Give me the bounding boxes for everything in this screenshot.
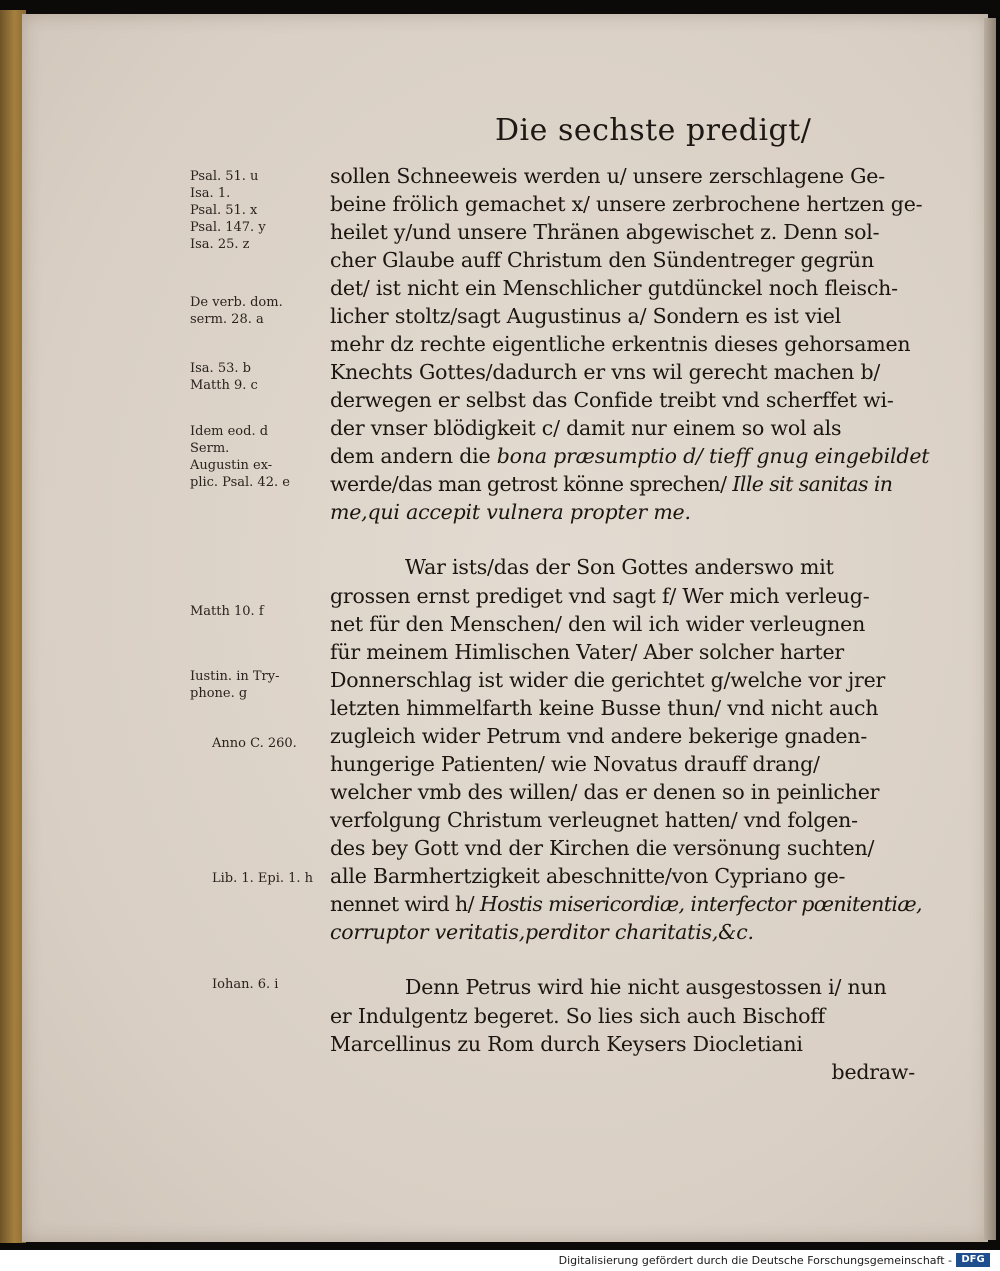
text-line: [330, 892, 922, 916]
text-line: er Indulgentz begeret. So lies sich auch Bischoff: [330, 1004, 825, 1028]
text-line: mehr dz rechte eigentliche erkentnis dieses gehorsamen: [330, 332, 911, 356]
text-segment: werde/das man getrost könne sprechen/: [330, 472, 727, 496]
text-line: zugleich wider Petrum vnd andere bekerige gnaden-: [330, 724, 868, 748]
text-line: Marcellinus zu Rom durch Keysers Diocletiani: [330, 1032, 803, 1056]
text-line: Donnerschlag ist wider die gerichtet g/welche vor jrer: [330, 668, 886, 692]
margin-note: Anno C. 260.: [212, 736, 297, 751]
text-line: sollen Schneeweis werden u/ unsere zerschlagene Ge-: [330, 164, 885, 188]
running-header: Die sechste predigt/: [495, 113, 812, 148]
text-line: grossen ernst prediget vnd sagt f/ Wer mich verleug-: [330, 584, 870, 608]
text-line: für meinem Himlischen Vater/ Aber solcher harter: [330, 640, 845, 664]
latin-phrase: bona præsumptio d/ tieff gnug eingebildet: [496, 444, 930, 468]
latin-phrase: Ille sit sanitas in: [732, 472, 893, 496]
text-line: beine frölich gemachet x/ unsere zerbrochene hertzen ge-: [330, 192, 923, 216]
text-line: alle Barmhertzigkeit abeschnitte/von Cypriano ge-: [330, 864, 846, 888]
text-line: welcher vmb des willen/ das er denen so in peinlicher: [330, 780, 880, 804]
text-line: licher stoltz/sagt Augustinus a/ Sondern es ist viel: [330, 304, 841, 328]
latin-phrase: Hostis misericordiæ, interfector pœnitentiæ,: [479, 892, 922, 916]
latin-line: corruptor veritatis,perditor charitatis,&c.: [330, 920, 754, 944]
text-line: Knechts Gottes/dadurch er vns wil gerecht machen b/: [330, 360, 881, 384]
text-line: [330, 472, 892, 496]
dfg-logo: DFG: [956, 1253, 990, 1267]
footer-credit: Digitalisierung gefördert durch die Deutsche Forschungsgemeinschaft -: [558, 1254, 952, 1267]
catchword: bedraw-: [831, 1060, 915, 1084]
margin-note: Iustin. in Try- phone. g: [190, 669, 280, 701]
margin-note: Iohan. 6. i: [212, 977, 279, 992]
margin-note: Psal. 51. u Isa. 1. Psal. 51. x Psal. 147. y Isa. 25. z: [190, 169, 266, 252]
text-line: heilet y/und unsere Thränen abgewischet z. Denn sol-: [330, 220, 880, 244]
text-line: Denn Petrus wird hie nicht ausgestossen i/ nun: [405, 975, 887, 999]
latin-line: me,qui accepit vulnera propter me.: [330, 500, 691, 524]
margin-note: Lib. 1. Epi. 1. h: [212, 871, 314, 886]
margin-note: Matth 10. f: [190, 604, 264, 619]
text-line: des bey Gott vnd der Kirchen die versönung suchten/: [330, 836, 875, 860]
margin-note: Idem eod. d Serm. Augustin ex- plic. Psal. 42. e: [190, 424, 290, 490]
text-segment: dem andern die: [330, 444, 491, 468]
text-line: cher Glaube auff Christum den Sündentreger gegrün: [330, 248, 874, 272]
text-line: hungerige Patienten/ wie Novatus drauff drang/: [330, 752, 820, 776]
text-segment: nennet wird h/: [330, 892, 474, 916]
text-line: derwegen er selbst das Confide treibt vnd scherffet wi-: [330, 388, 894, 412]
page-edge: [984, 18, 996, 1240]
margin-note: De verb. dom. serm. 28. a: [190, 295, 283, 327]
text-line: [330, 444, 929, 468]
text-line: letzten himmelfarth keine Busse thun/ vnd nicht auch: [330, 696, 879, 720]
text-line: War ists/das der Son Gottes anderswo mit: [405, 555, 834, 579]
text-line: verfolgung Christum verleugnet hatten/ vnd folgen-: [330, 808, 858, 832]
text-line: det/ ist nicht ein Menschlicher gutdünckel noch fleisch-: [330, 276, 898, 300]
text-line: der vnser blödigkeit c/ damit nur einem so wol als: [330, 416, 842, 440]
text-line: net für den Menschen/ den wil ich wider verleugnen: [330, 612, 866, 636]
margin-note: Isa. 53. b Matth 9. c: [190, 361, 258, 393]
